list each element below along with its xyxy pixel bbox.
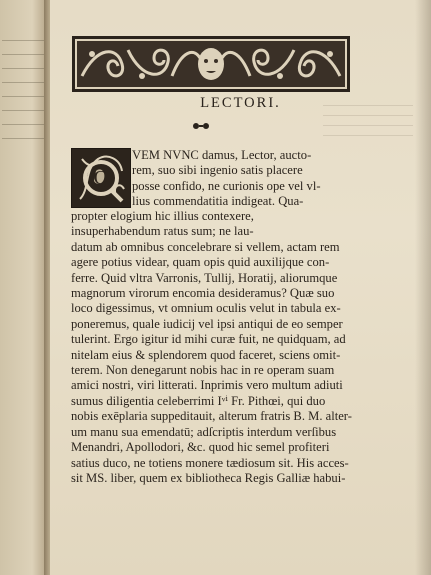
svg-text:Q: Q [93, 167, 109, 189]
text-line: sit MS. liber, quem ex bibliotheca Regis Galliæ habui- [71, 470, 346, 485]
text-line: agere potius videar, quam opis quid auxilijque con- [71, 255, 330, 270]
decorated-initial-image [72, 149, 130, 207]
facing-page-edge [0, 0, 46, 575]
text-line: datum ab omnibus concelebrare si vellem, actam rem [71, 239, 340, 254]
text-line: nitelam eius & splendorem quod faceret, sciens omit- [71, 347, 341, 362]
ornamental-headpiece [72, 36, 350, 92]
text-line: um manu sua emendatū; adſcriptis interdum verſibus [71, 424, 337, 439]
text-line: satius duco, ne totiens monere tædiosum sit. His acces- [71, 455, 349, 470]
text-beside-initial [132, 148, 402, 210]
fleuron-ornament [190, 120, 212, 132]
page-title: LECTORI. [200, 95, 281, 111]
text-line: propter elogium hic illius contexere, [71, 209, 254, 223]
text-line: posse confido, ne curionis ope vel vl- [132, 178, 321, 193]
text-line: rem, suo sibi ingenio satis placere [132, 163, 303, 178]
text-line: Menandri, Apollodori, &c. quod hic semel profiteri [71, 440, 330, 455]
text-line: amici nostri, viri litterati. Inprimis vero multum adiuti [71, 378, 343, 393]
text-line: tulerint. Ergo igitur id mihi curæ fuit, ne quidquam, ad [71, 332, 346, 347]
text-line: loco digessimus, vt omnium oculis velut in tabula ex- [71, 301, 341, 316]
text-line: lius commendatitia indigeat. Qua- [132, 194, 304, 209]
book-page [50, 0, 431, 575]
decorated-initial-q [71, 148, 131, 208]
text-line: poneremus, quale iudicij vel ipsi antiqui de eo semper [71, 316, 343, 331]
body-text [71, 209, 402, 486]
text-line: insuperhabendum ratus sum; ne lau- [71, 224, 254, 239]
text-line: magnorum virorum encomia desideramus? Quæ suo [71, 286, 335, 301]
text-line: terem. Non denegarunt nobis hac in re operam suam [71, 363, 335, 378]
text-line: sumus diligentia celeberrimi Iᵛⁱ Fr. Pithœi, qui duo [71, 393, 326, 408]
text-line: nobis exēplaria suppeditauit, alterum fratris B. M. alter- [71, 409, 352, 424]
page-edge-shadow [415, 0, 431, 575]
text-line: VEM NVNC damus, Lector, aucto- [132, 148, 312, 162]
text-line: ferre. Quid vltra Varronis, Tullij, Horatij, aliorumque [71, 270, 338, 285]
